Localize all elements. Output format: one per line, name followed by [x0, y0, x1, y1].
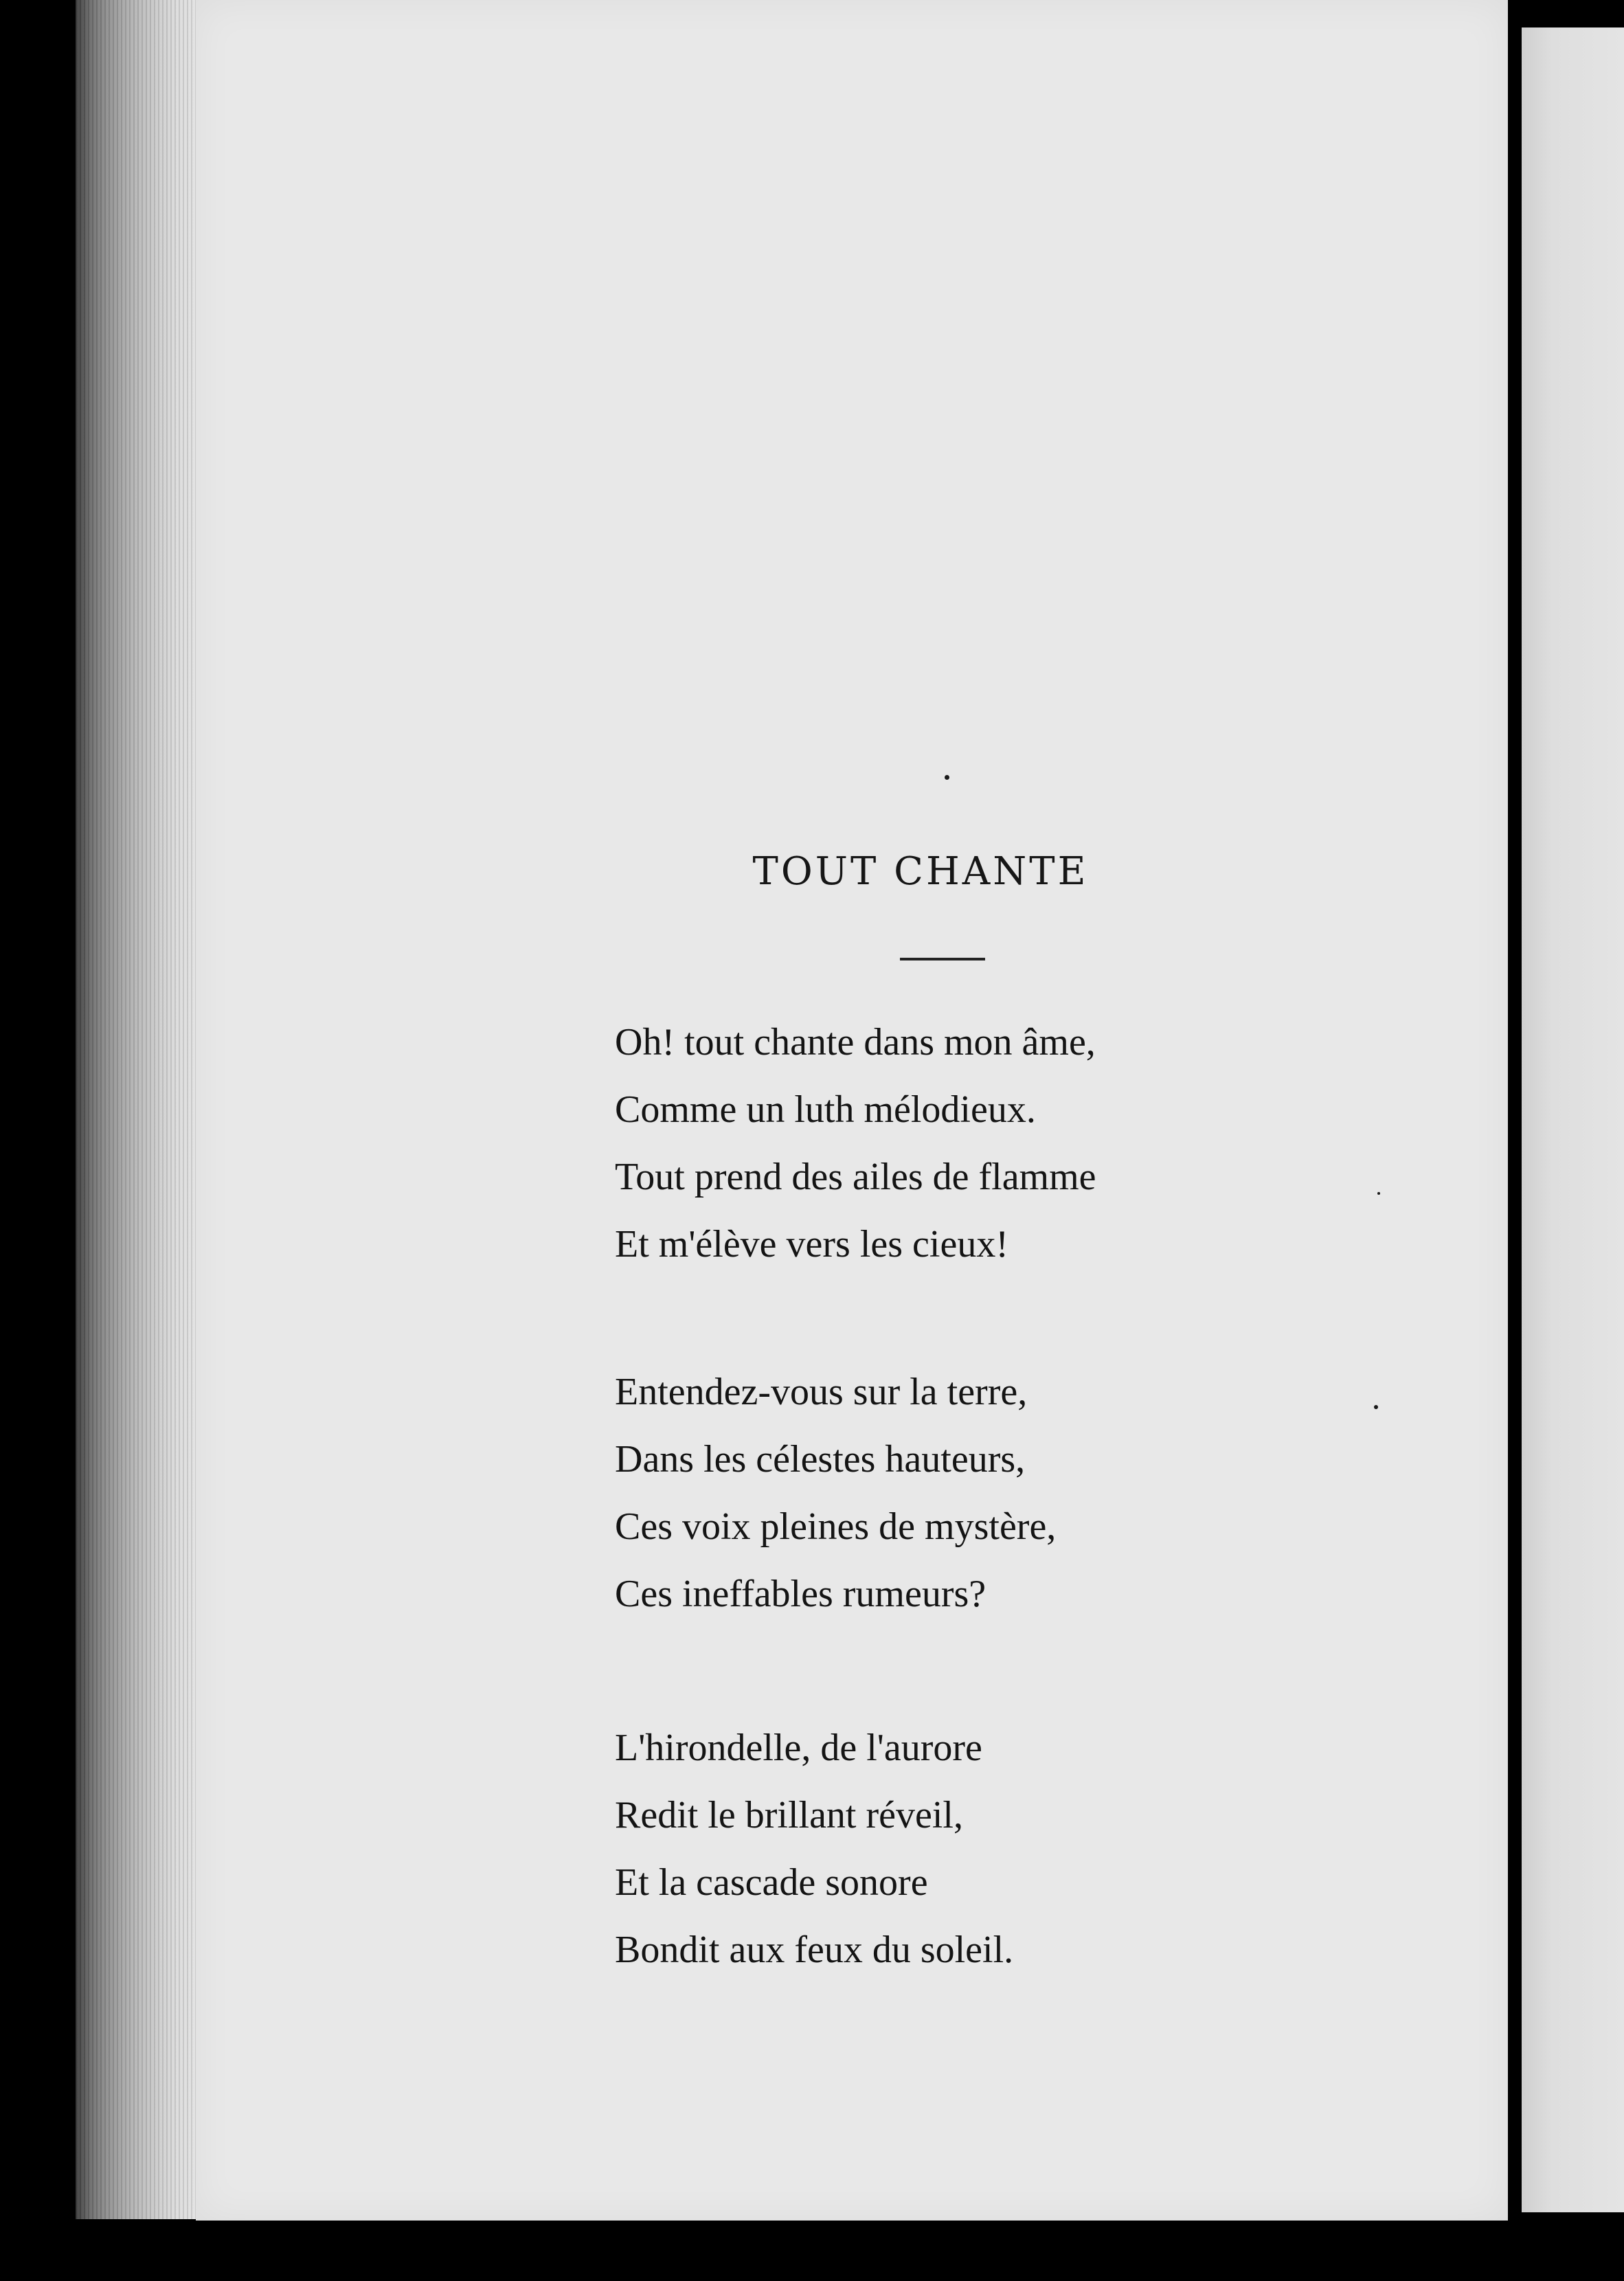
verse-line: Ces voix pleines de mystère,	[615, 1505, 1057, 1548]
stanza-3	[615, 1714, 1302, 1984]
poem-title-block	[714, 849, 1127, 904]
verse-line: Dans les célestes hauteurs,	[615, 1438, 1026, 1481]
verse-line: Et m'élève vers les cieux!	[615, 1223, 1008, 1266]
verse-line: Comme un luth mélodieux.	[615, 1088, 1036, 1131]
stanza-2	[615, 1358, 1302, 1628]
verse-line: Tout prend des ailes de flamme	[615, 1156, 1096, 1198]
verse-line: Redit le brillant réveil,	[615, 1794, 963, 1836]
verse-line: Et la cascade sonore	[615, 1861, 928, 1904]
poem-title: TOUT CHANTE	[752, 849, 1089, 894]
title-rule	[900, 958, 985, 960]
verse-line: Entendez-vous sur la terre,	[615, 1371, 1028, 1413]
ink-speck	[1374, 1405, 1378, 1409]
stanza-1	[615, 1009, 1302, 1278]
page-edges	[76, 0, 196, 2219]
verse-line: Ces ineffables rumeurs?	[615, 1573, 986, 1615]
verse-line: L'hirondelle, de l'aurore	[615, 1727, 982, 1769]
verse-line: Bondit aux feux du soleil.	[615, 1929, 1014, 1971]
ink-speck	[1377, 1192, 1380, 1195]
ink-speck	[945, 775, 949, 780]
facing-page-edge	[1522, 27, 1624, 2212]
verse-line: Oh! tout chante dans mon âme,	[615, 1021, 1096, 1064]
